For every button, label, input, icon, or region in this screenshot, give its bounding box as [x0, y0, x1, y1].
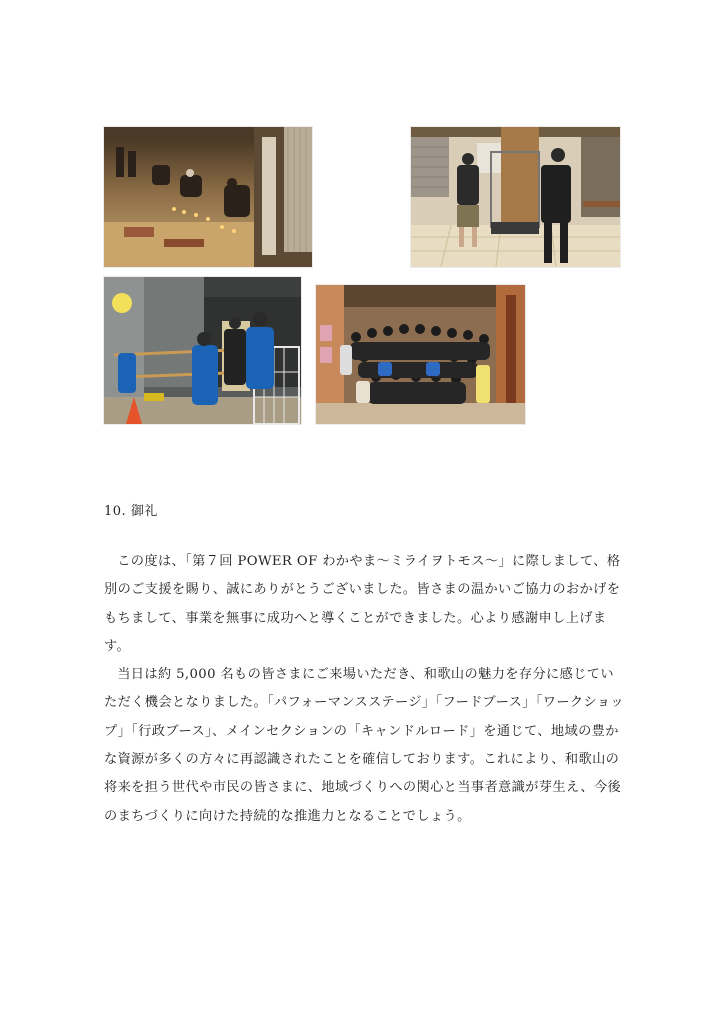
candle-lighting-photo [104, 127, 312, 267]
cart-setup-photo [411, 127, 620, 267]
paragraph-1: この度は、「第７回 POWER OF わかやま～ミライヲトモス～」に際しまして、格別のご支援を賜り、誠にありがとうございました。皆さまの温かいご協力のおかげをもちまして、事業を無事に成功へと導くことができました。心より感謝申し上げます。 [104, 554, 621, 654]
section-title: 御礼 [130, 504, 158, 519]
paragraph-2: 当日は約 5,000 名もの皆さまにご来場いただき、和歌山の魅力を存分に感じていただく機会となりました。「パフォーマンスステージ」「フードブース」「ワークショップ」「行政ブース」、メインセクションの「キャンドルロード」を通じて、地域の豊かな資源が多くの方々に再認識されたことを確信しております。これにより、和歌山の将来を担う世代や市民の皆さまに、地域づくりへの関心と当事者意識が芽生え、今後のまちづくりに向けた持続的な推進力となることでしょう。 [104, 667, 625, 824]
section-heading [104, 500, 158, 519]
loading-materials-photo [104, 277, 301, 424]
group-photo [316, 285, 525, 424]
thanks-body [104, 548, 624, 831]
section-number: 10. [104, 504, 127, 519]
